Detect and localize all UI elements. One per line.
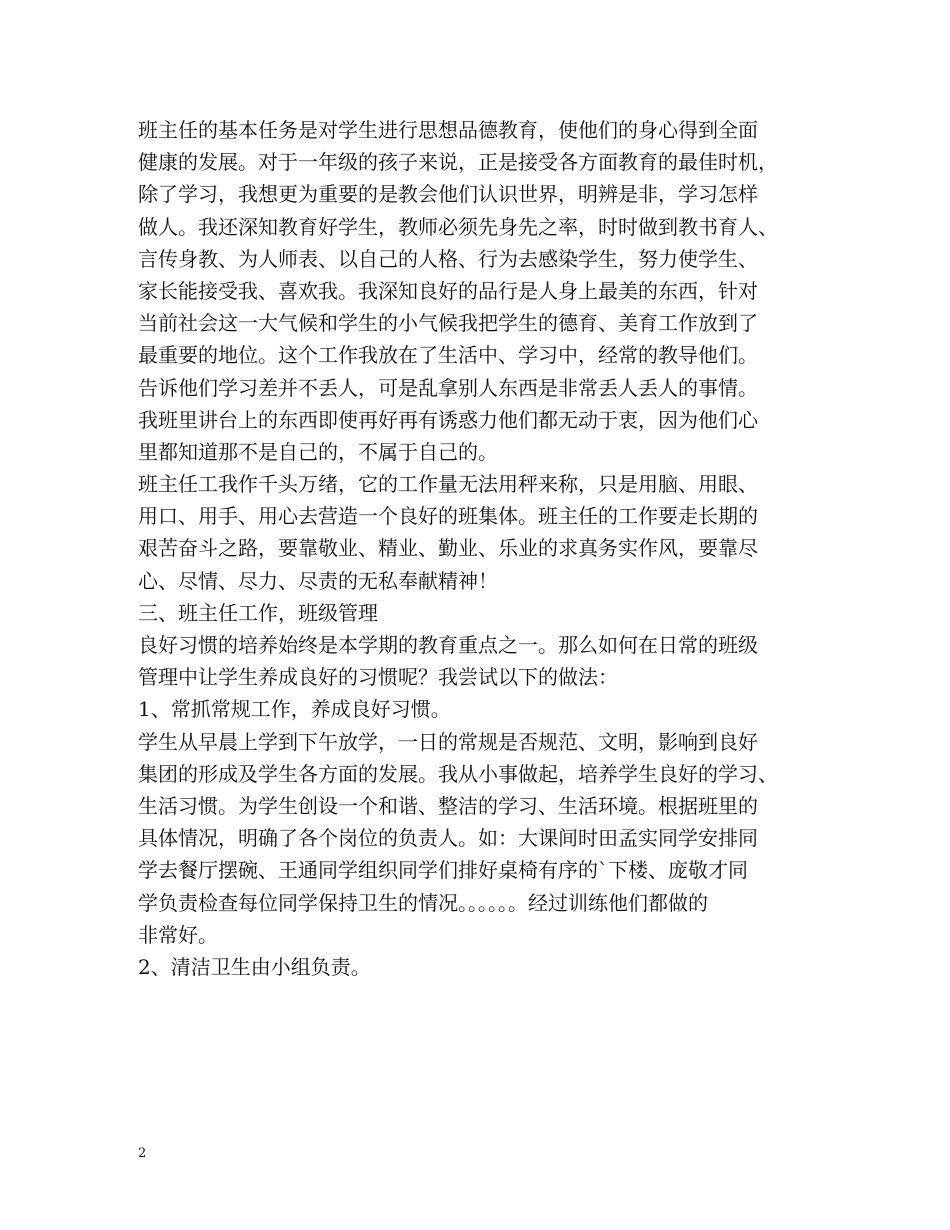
text-line: 里都知道那不是自己的，不属于自己的。: [138, 439, 498, 464]
text-line: 家长能接受我、喜欢我。我深知良好的品行是人身上最美的东西，针对: [138, 278, 758, 303]
page-number: 2: [138, 1146, 147, 1161]
text-line: 良好习惯的培养始终是本学期的教育重点之一。那么如何在日常的班级: [138, 633, 758, 657]
text-line: 言传身教、为人师表、以自己的人格、行为去感染学生，努力使学生、: [138, 246, 758, 271]
text-line: 学负责检查每位同学保持卫生的情况。。。。。。经过训练他们都做的: [138, 890, 708, 915]
text-line: 管理中让学生养成良好的习惯呢？我尝试以下的做法：: [138, 665, 618, 690]
text-line: 学生从早晨上学到下午放学，一日的常规是否规范、文明，影响到良好: [138, 729, 758, 754]
text-line: 我班里讲台上的东西即使再好再有诱惑力他们都无动于衷，因为他们心: [138, 407, 758, 432]
text-line: 健康的发展。对于一年级的孩子来说，正是接受各方面教育的最佳时机，: [138, 150, 778, 175]
text-line: 生活习惯。为学生创设一个和谐、整洁的学习、生活环境。根据班里的: [138, 793, 758, 818]
text-line: 学去餐厅摆碗、王通同学组织同学们排好桌椅有序的`下楼、庞敬才同: [138, 858, 748, 883]
body-text: [138, 114, 838, 983]
text-line: 艰苦奋斗之路，要靠敬业、精业、勤业、乐业的求真务实作风，要靠尽: [138, 536, 758, 561]
text-line: 心、尽情、尽力、尽责的无私奉献精神！: [138, 568, 498, 593]
text-line: 非常好。: [138, 922, 218, 947]
text-line: 最重要的地位。这个工作我放在了生活中、学习中，经常的教导他们。: [138, 343, 758, 368]
subsection-heading: 2、清洁卫生由小组负责。: [138, 954, 371, 979]
text-line: 集团的形成及学生各方面的发展。我从小事做起，培养学生良好的学习、: [138, 761, 778, 786]
text-line: 具体情况，明确了各个岗位的负责人。如：大课间时田孟实同学安排同: [138, 826, 758, 851]
text-line: 做人。我还深知教育好学生，教师必须先身先之率，时时做到教书育人、: [138, 214, 778, 239]
text-line: 除了学习，我想更为重要的是教会他们认识世界，明辨是非，学习怎样: [138, 182, 758, 207]
text-line: 班主任的基本任务是对学生进行思想品德教育，使他们的身心得到全面: [138, 118, 758, 142]
text-line: 班主任工我作千头万绪，它的工作量无法用秤来称，只是用脑、用眼、: [138, 472, 758, 497]
subsection-heading: 1、常抓常规工作，养成良好习惯。: [138, 697, 451, 722]
text-line: 当前社会这一大气候和学生的小气候我把学生的德育、美育工作放到了: [138, 311, 758, 336]
section-heading: 三、班主任工作，班级管理: [138, 600, 378, 625]
text-line: 用口、用手、用心去营造一个良好的班集体。班主任的工作要走长期的: [138, 504, 758, 529]
text-line: 告诉他们学习差并不丢人，可是乱拿别人东西是非常丢人丢人的事情。: [138, 375, 758, 400]
